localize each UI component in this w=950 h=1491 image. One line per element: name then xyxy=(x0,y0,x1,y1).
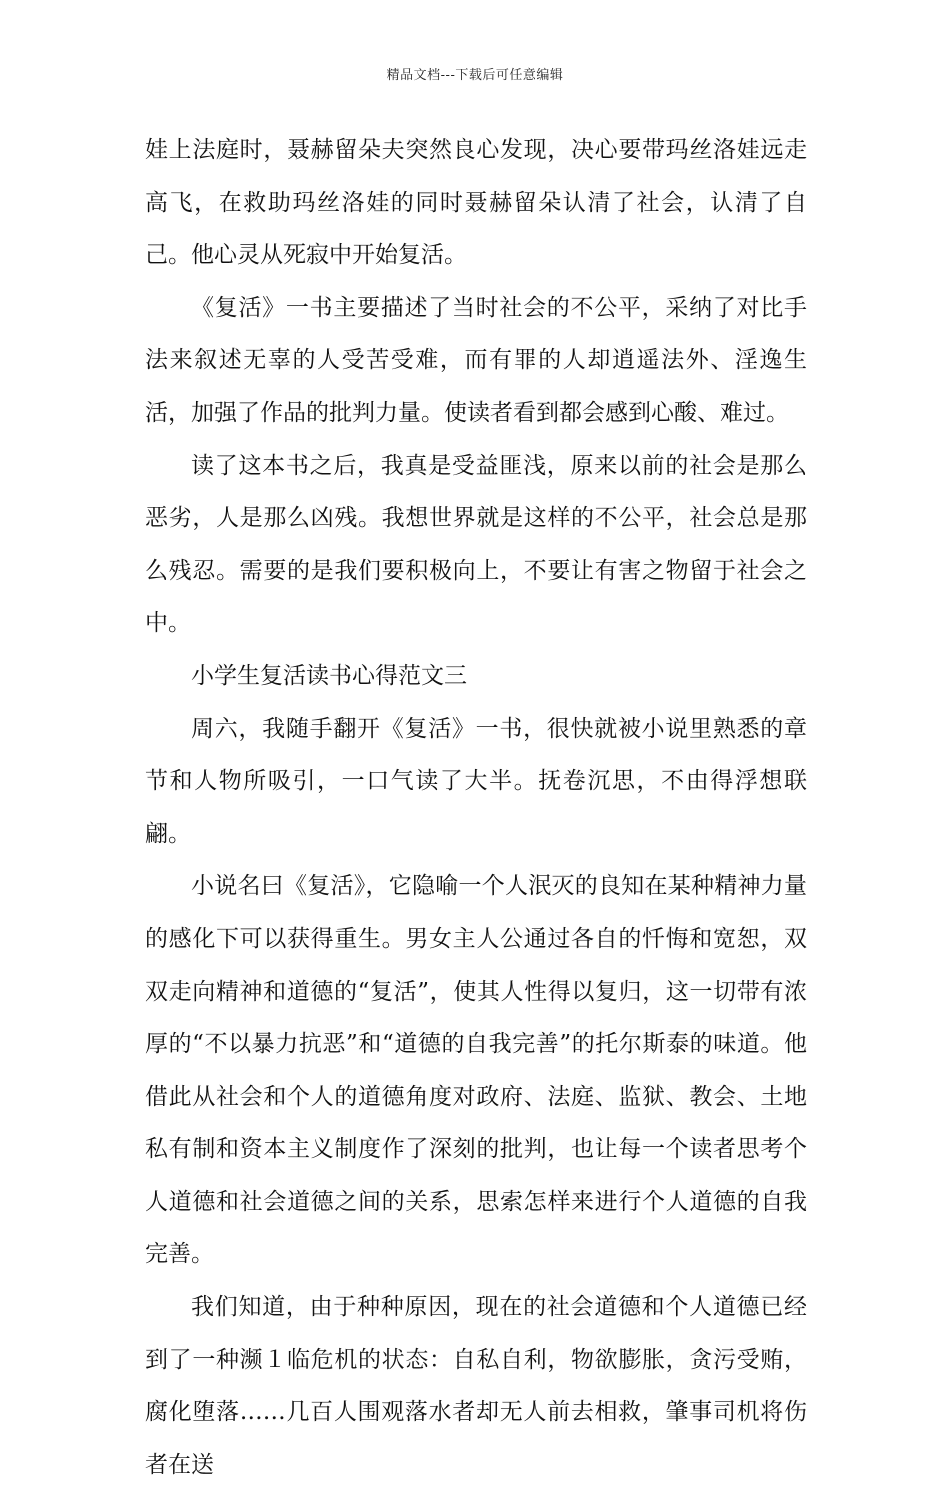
paragraph: 周六，我随手翻开《复活》一书，很快就被小说里熟悉的章节和人物所吸引，一口气读了大半。抚卷沉思，不由得浮想联翩。 xyxy=(145,715,807,847)
page-header: 精品文档---下载后可任意编辑 xyxy=(386,68,564,83)
paragraph: 《复活》一书主要描述了当时社会的不公平，采纳了对比手法来叙述无辜的人受苦受难，而有罪的人却逍遥法外、淫逸生活，加强了作品的批判力量。使读者看到都会感到心酸、难过。 xyxy=(145,294,807,426)
paragraph: 读了这本书之后，我真是受益匪浅，原来以前的社会是那么恶劣，人是那么凶残。我想世界就是这样的不公平，社会总是那么残忍。需要的是我们要积极向上，不要让有害之物留于社会之中。 xyxy=(145,452,807,637)
paragraph: 我们知道，由于种种原因，现在的社会道德和个人道德已经到了一种濒１临危机的状态：自私自利，物欲膨胀，贪污受贿，腐化堕落……几百人围观落水者却无人前去相救，肇事司机将伤者在送 xyxy=(145,1294,807,1478)
paragraph: 小说名曰《复活》，它隐喻一个人泯灭的良知在某种精神力量的感化下可以获得重生。男女主人公通过各自的忏悔和宽恕，双双走向精神和道德的“复活”，使其人性得以复归，这一切带有浓厚的“不以暴力抗恶”和“道德的自我完善”的托尔斯泰的味道。他借此从社会和个人的道德角度对政府、法庭、监狱、教会、土地私有制和资本主义制度作了深刻的批判，也让每一个读者思考个人道德和社会道德之间的关系，思索怎样来进行个人道德的自我完善。 xyxy=(145,873,807,1268)
document-body xyxy=(145,124,807,1491)
section-heading: 小学生复活读书心得范文三 xyxy=(191,662,467,689)
paragraph: 娃上法庭时，聂赫留朵夫突然良心发现，决心要带玛丝洛娃远走高飞，在救助玛丝洛娃的同时聂赫留朵认清了社会，认清了自己。他心灵从死寂中开始复活。 xyxy=(145,137,807,269)
